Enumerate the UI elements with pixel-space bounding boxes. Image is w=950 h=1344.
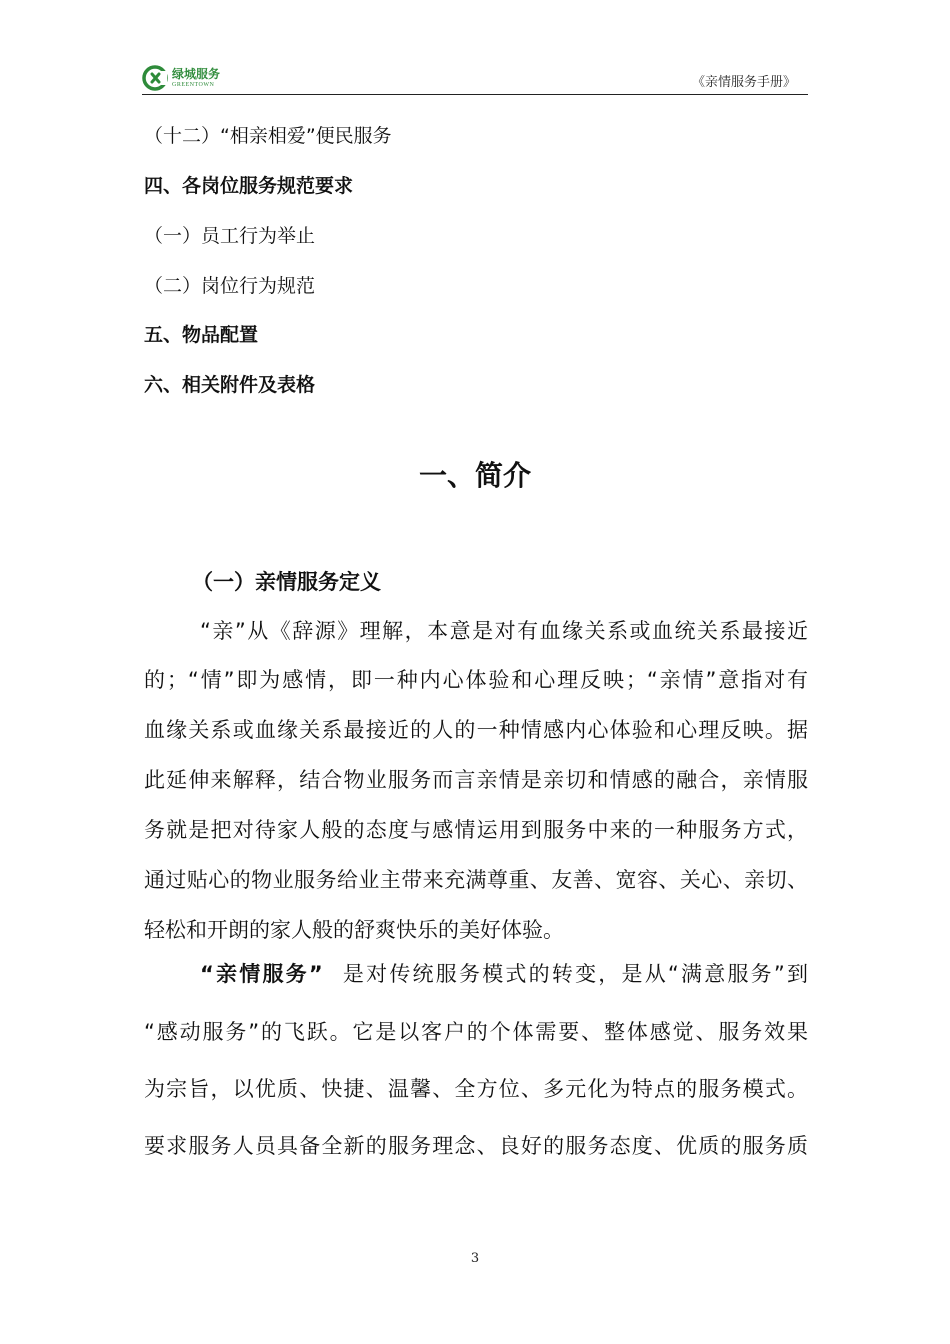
subsection-heading: （一）亲情服务定义 [192,570,381,594]
paragraph-line: 要求服务人员具备全新的服务理念、良好的服务态度、优质的服务质 [144,1134,808,1158]
paragraph-line: 的；“情”即为感情，即一种内心体验和心理反映；“亲情”意指对有 [144,668,808,692]
paragraph-line [200,960,808,988]
logo-english-text: GREENTOWN [172,82,215,88]
greentown-logo-icon [142,65,168,91]
paragraph-line: 务就是把对待家人般的态度与感情运用到服务中来的一种服务方式， [144,818,808,842]
toc-item: （一）员工行为举止 [144,225,316,247]
paragraph-line: “亲”从《辞源》理解，本意是对有血缘关系或血统关系最接近 [200,619,808,643]
logo-chinese-text: 绿城服务 [172,67,221,81]
paragraph-line: 血缘关系或血缘关系最接近的人的一种情感内心体验和心理反映。据 [144,718,808,742]
emphasized-term: “亲情服务” [200,962,323,986]
paragraph-line-rest: 是对传统服务模式的转变，是从“满意服务”到 [340,962,808,986]
page-number: 3 [470,1251,480,1266]
toc-item: （十二）“相亲相爱”便民服务 [144,125,392,147]
greentown-logo [142,64,220,92]
document-title: 《亲情服务手册》 [691,75,796,90]
section-heading: 一、简介 [418,459,531,492]
paragraph-line: 轻松和开朗的家人般的舒爽快乐的美好体验。 [144,918,564,942]
paragraph-line: “感动服务”的飞跃。它是以客户的个体需要、整体感觉、服务效果 [144,1020,808,1044]
page-header [142,62,808,95]
toc-item: 五、物品配置 [144,324,259,346]
toc-item: 四、各岗位服务规范要求 [144,175,354,197]
paragraph-line: 此延伸来解释，结合物业服务而言亲情是亲切和情感的融合，亲情服 [144,768,808,792]
paragraph-line: 通过贴心的物业服务给业主带来充满尊重、友善、宽容、关心、亲切、 [144,868,808,892]
paragraph-line: 为宗旨，以优质、快捷、温馨、全方位、多元化为特点的服务模式。 [144,1077,808,1101]
toc-item: 六、相关附件及表格 [144,374,316,396]
toc-item: （二）岗位行为规范 [144,275,316,297]
